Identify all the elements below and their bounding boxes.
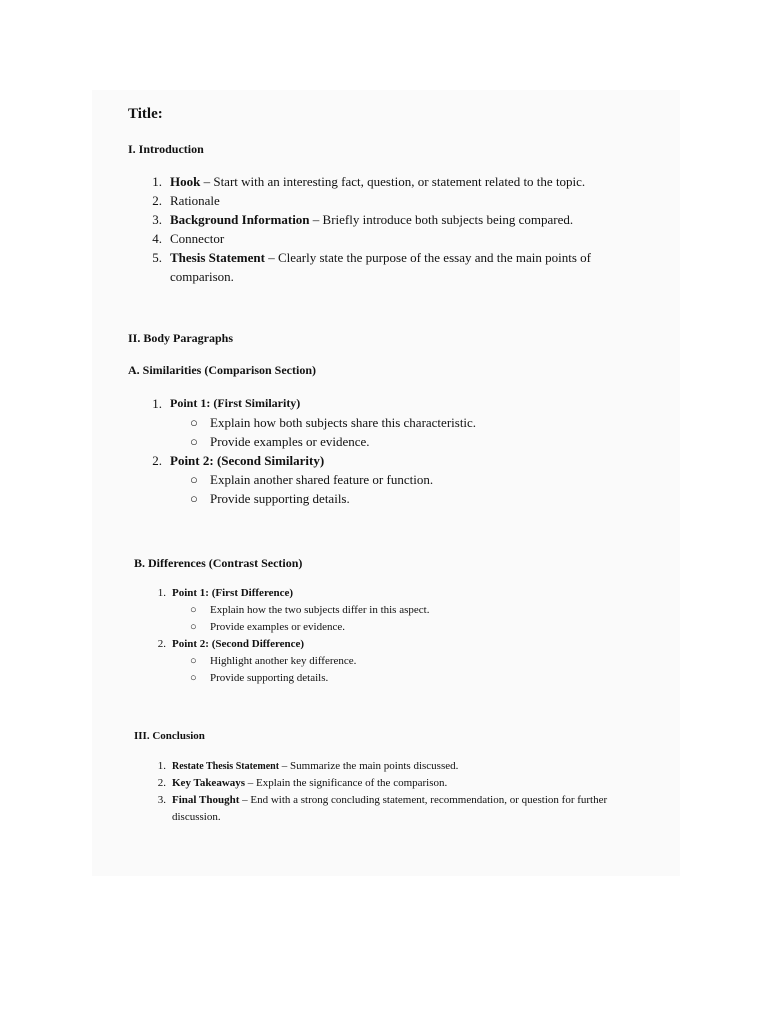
list-item <box>152 792 622 826</box>
item-number: 4. <box>152 231 162 246</box>
item-number: 3. <box>157 794 166 806</box>
sub-item <box>190 432 628 451</box>
list-item <box>148 210 628 229</box>
differences-list <box>152 585 632 687</box>
item-text <box>170 172 628 191</box>
list-item <box>152 758 622 775</box>
body-paragraphs-heading: II. Body Paragraphs <box>128 331 234 345</box>
point-label: Point 1: (First Difference) <box>172 587 294 599</box>
sub-item-text: Provide examples or evidence. <box>210 434 370 449</box>
sub-item-text: Provide supporting details. <box>210 672 329 684</box>
circle-bullet-icon: ○ <box>190 434 198 449</box>
sub-item <box>190 470 628 489</box>
item-description: – Briefly introduce both subjects being compared. <box>309 212 574 227</box>
item-number: 1. <box>157 587 166 599</box>
item-text <box>170 248 628 286</box>
item-description: – Summarize the main points discussed. <box>279 760 459 772</box>
item-bold-label: Thesis Statement <box>170 250 265 265</box>
sub-item-text: Provide supporting details. <box>210 491 350 506</box>
sub-item-text: Explain how the two subjects differ in this aspect. <box>210 604 430 616</box>
point-label: Point 2: (Second Difference) <box>172 638 305 650</box>
item-number: 5. <box>152 250 162 265</box>
item-bold-label: Hook <box>170 174 201 189</box>
circle-bullet-icon: ○ <box>190 672 197 684</box>
introduction-heading: I. Introduction <box>128 142 204 156</box>
list-item <box>152 636 632 687</box>
similarities-heading: A. Similarities (Comparison Section) <box>128 363 316 377</box>
point-label: Point 2: (Second Similarity) <box>170 453 325 468</box>
page-title: Title: <box>128 106 163 122</box>
item-number: 3. <box>152 212 162 227</box>
item-description: – Clearly state the purpose of the essay and the main points of comparison. <box>170 250 591 284</box>
item-description: – Explain the significance of the comparison. <box>245 777 448 789</box>
conclusion-list <box>152 758 622 826</box>
item-number: 1. <box>157 760 166 772</box>
item-number: 1. <box>152 396 162 411</box>
list-item <box>148 229 628 248</box>
list-item <box>152 585 632 636</box>
circle-bullet-icon: ○ <box>190 472 198 487</box>
item-bold-label: Final Thought <box>172 794 240 806</box>
sub-item <box>190 670 632 687</box>
introduction-list <box>148 172 628 286</box>
item-bold-label: Background Information <box>170 212 310 227</box>
sub-list <box>190 602 632 636</box>
item-text <box>172 775 622 792</box>
list-item <box>148 172 628 191</box>
item-number: 2. <box>157 777 166 789</box>
point-label: Point 1: (First Similarity) <box>170 396 301 410</box>
item-text <box>170 229 628 248</box>
circle-bullet-icon: ○ <box>190 415 198 430</box>
item-text <box>170 210 628 229</box>
circle-bullet-icon: ○ <box>190 491 198 506</box>
list-item <box>152 775 622 792</box>
sub-item-text: Provide examples or evidence. <box>210 621 346 633</box>
item-bold-label: Key Takeaways <box>172 777 246 789</box>
item-number: 2. <box>157 638 166 650</box>
list-item <box>148 394 628 451</box>
sub-item-text: Highlight another key difference. <box>210 655 357 667</box>
sub-item-text: Explain another shared feature or function. <box>210 472 434 487</box>
similarities-list <box>148 394 628 508</box>
item-description: Rationale <box>170 193 220 208</box>
item-number: 2. <box>152 453 162 468</box>
item-text <box>170 191 628 210</box>
differences-heading: B. Differences (Contrast Section) <box>134 556 303 570</box>
item-text <box>172 758 622 775</box>
sub-item <box>190 489 628 508</box>
sub-list <box>190 653 632 687</box>
sub-item-text: Explain how both subjects share this characteristic. <box>210 415 477 430</box>
item-description: Connector <box>170 231 225 246</box>
sub-list <box>190 413 628 451</box>
item-bold-label: Restate Thesis Statement <box>172 761 280 772</box>
circle-bullet-icon: ○ <box>190 655 197 667</box>
item-description: – End with a strong concluding statement, recommendation, or question for further discussion. <box>172 794 608 823</box>
circle-bullet-icon: ○ <box>190 604 197 616</box>
list-item <box>148 248 628 286</box>
item-text <box>172 792 622 826</box>
item-number: 2. <box>152 193 162 208</box>
sub-list <box>190 470 628 508</box>
item-number: 1. <box>152 174 162 189</box>
sub-item <box>190 619 632 636</box>
conclusion-heading: III. Conclusion <box>134 730 205 742</box>
list-item <box>148 191 628 210</box>
sub-item <box>190 602 632 619</box>
sub-item <box>190 653 632 670</box>
sub-item <box>190 413 628 432</box>
list-item <box>148 451 628 508</box>
item-description: – Start with an interesting fact, question, or statement related to the topic. <box>200 174 586 189</box>
circle-bullet-icon: ○ <box>190 621 197 633</box>
